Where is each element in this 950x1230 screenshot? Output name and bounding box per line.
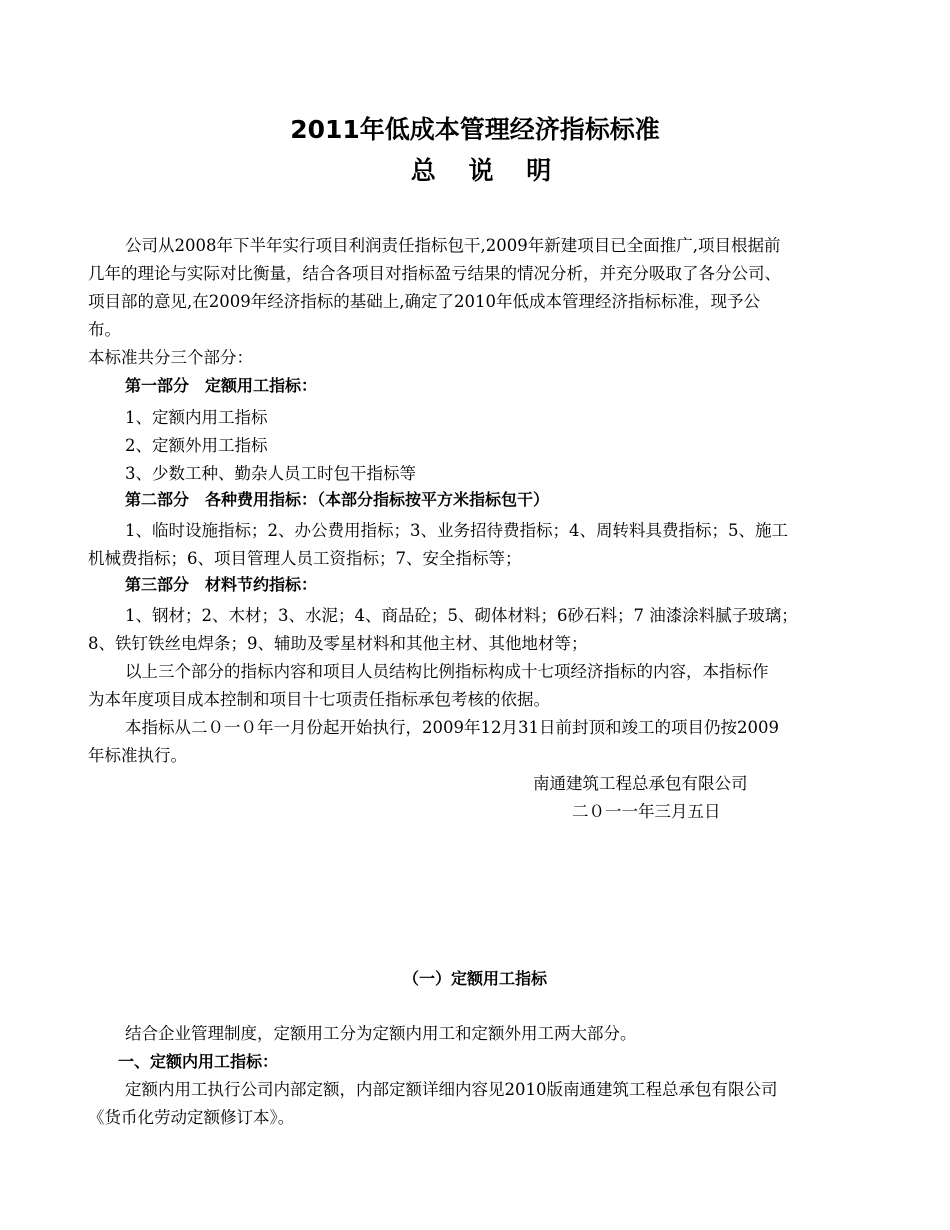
section1-line-1: 定额内用工执行公司内部定额，内部定额详细内容见2010版南通建筑工程总承包有限公司 xyxy=(125,1080,778,1099)
part3-heading: 第三部分 材料节约指标： xyxy=(125,575,318,594)
part2-line-2: 机械费指标；6、项目管理人员工资指标；7、安全指标等； xyxy=(88,549,522,568)
signature-date: 二０一一年三月五日 xyxy=(572,802,721,821)
summary-line-2: 为本年度项目成本控制和项目十七项责任指标承包考核的依据。 xyxy=(88,690,550,709)
intro-line-1: 公司从2008年下半年实行项目利润责任指标包干,2009年新建项目已全面推广,项目根据前 xyxy=(125,236,781,255)
summary-line-1: 以上三个部分的指标内容和项目人员结构比例指标构成十七项经济指标的内容，本指标作 xyxy=(125,662,769,681)
section1-intro: 结合企业管理制度，定额用工分为定额内用工和定额外用工两大部分。 xyxy=(125,1024,637,1043)
section1-subheading: 一、定额内用工指标： xyxy=(118,1052,279,1071)
document-subtitle: 总 说 明 xyxy=(410,156,564,185)
intro-line-3: 项目部的意见,在2009年经济指标的基础上,确定了2010年低成本管理经济指标标准，现予公 xyxy=(88,292,760,311)
document-title: 2011年低成本管理经济指标标准 xyxy=(290,115,660,144)
part1-item-2: 2、定额外用工指标 xyxy=(125,436,268,455)
section1-heading: （一）定额用工指标 xyxy=(402,969,547,988)
part1-heading: 第一部分 定额用工指标： xyxy=(125,376,318,395)
execution-line-1: 本指标从二０一０年一月份起开始执行，2009年12月31日前封顶和竣工的项目仍按2009 xyxy=(125,718,779,737)
part2-heading: 第二部分 各种费用指标：（本部分指标按平方米指标包干） xyxy=(125,490,550,509)
execution-line-2: 年标准执行。 xyxy=(88,746,187,765)
intro-line-4: 布。 xyxy=(88,320,121,339)
part3-line-2: 8、铁钉铁丝电焊条；9、辅助及零星材料和其他主材、其他地材等； xyxy=(88,634,588,653)
part1-item-1: 1、定额内用工指标 xyxy=(125,408,268,427)
part1-item-3: 3、少数工种、勤杂人员工时包干指标等 xyxy=(125,464,416,483)
part2-line-1: 1、临时设施指标；2、办公费用指标；3、业务招待费指标；4、周转料具费指标；5、施工 xyxy=(125,521,788,540)
parts-intro: 本标准共分三个部分： xyxy=(88,348,253,367)
section1-line-2: 《货币化劳动定额修订本》。 xyxy=(88,1108,295,1127)
part3-line-1: 1、钢材；2、木材；3、水泥；4、商品砼；5、砌体材料；6砂石料；7 油漆涂料腻子玻璃； xyxy=(125,606,798,625)
signature-company: 南通建筑工程总承包有限公司 xyxy=(533,774,748,793)
intro-line-2: 几年的理论与实际对比衡量，结合各项目对指标盈亏结果的情况分析，并充分吸取了各分公司、 xyxy=(88,264,781,283)
